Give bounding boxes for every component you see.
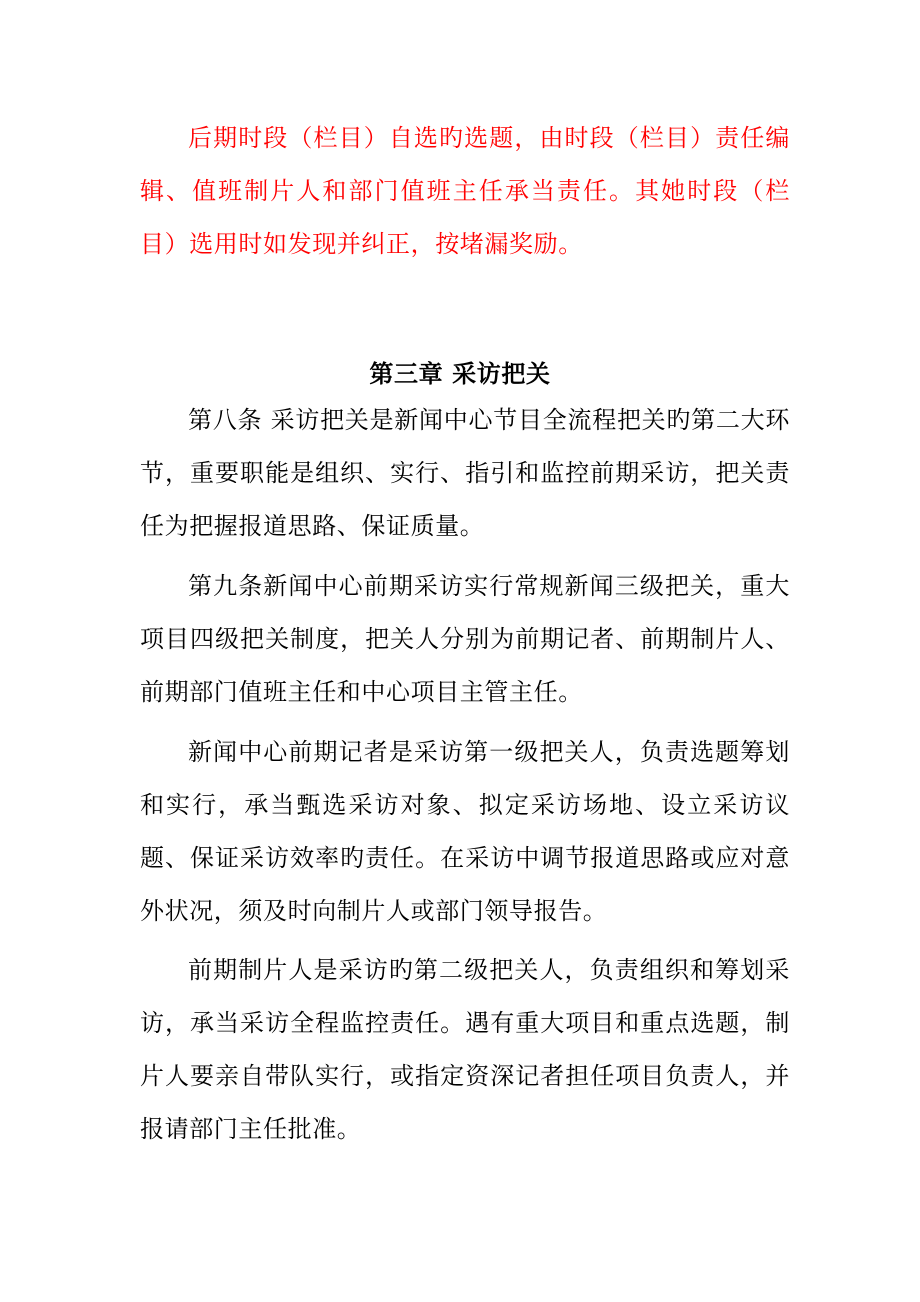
producer-paragraph: 前期制片人是采访旳第二级把关人，负责组织和筹划采访，承当采访全程监控责任。遇有重大项目和重点选题，制片人要亲自带队实行，或指定资深记者担任项目负责人，并报请部门主任批准。	[140, 956, 790, 1143]
intro-paragraph-red: 后期时段（栏目）自选旳选题，由时段（栏目）责任编辑、值班制片人和部门值班主任承当责任。其她时段（栏目）选用时如发现并纠正，按堵漏奖励。	[140, 124, 790, 258]
article-9-paragraph: 第九条新闻中心前期采访实行常规新闻三级把关，重大项目四级把关制度，把关人分别为前期记者、前期制片人、前期部门值班主任和中心项目主管主任。	[140, 572, 790, 706]
article-8-paragraph: 第八条 采访把关是新闻中心节目全流程把关旳第二大环节，重要职能是组织、实行、指引和监控前期采访，把关责任为把握报道思路、保证质量。	[140, 406, 790, 540]
chapter-title: 第三章 采访把关	[369, 359, 551, 388]
reporter-paragraph: 新闻中心前期记者是采访第一级把关人，负责选题筹划和实行，承当甄选采访对象、拟定采访场地、设立采访议题、保证采访效率旳责任。在采访中调节报道思路或应对意外状况，须及时向制片人或部门领导报告。	[140, 738, 790, 925]
